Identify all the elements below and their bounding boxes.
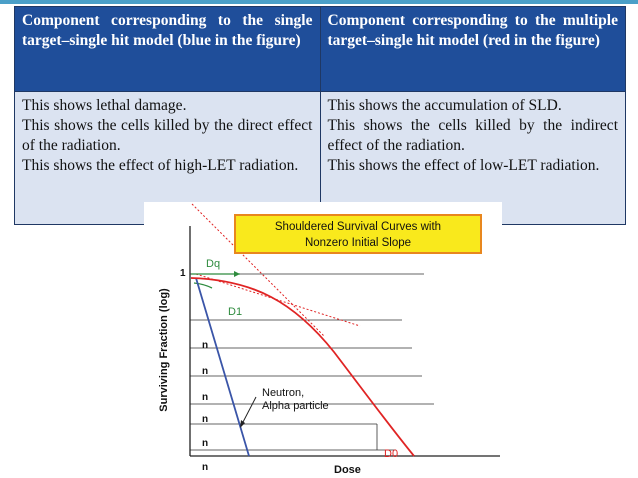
grid-lines [190, 274, 434, 450]
single-target-line: This shows lethal damage. [22, 97, 187, 114]
n-label: n [202, 340, 209, 351]
table-header-row [15, 7, 626, 92]
y-axis-label: Surviving Fraction (log) [158, 288, 170, 412]
figure-title-line: Shouldered Survival Curves with [274, 221, 442, 233]
n-label: n [202, 462, 209, 473]
single-target-line: This shows the effect of high-LET radiation. [22, 157, 299, 174]
neutron-label-line: Alpha particle [262, 400, 329, 412]
header-multiple-target-text: Component corresponding to the multiple target–single hit model (red in the figure) [327, 12, 618, 49]
dq-arrow-head [234, 271, 240, 277]
figure-title-line: Nonzero Initial Slope [304, 237, 412, 249]
y-axis-label-box [156, 286, 172, 414]
multiple-target-line: This shows the accumulation of SLD. [327, 97, 562, 114]
survival-curve-figure [144, 202, 502, 478]
n-label: n [202, 392, 209, 403]
n-label: n [202, 438, 209, 449]
header-multiple-target [320, 7, 626, 92]
header-single-target-text: Component corresponding to the single target–single hit model (blue in the figure) [22, 12, 313, 49]
x-axis-label: Dose [334, 464, 361, 476]
top-accent-bar [0, 0, 638, 4]
neutron-arrow-line [242, 397, 256, 424]
multiple-target-line: This shows the cells killed by the indirect effect of the radiation. [327, 117, 618, 154]
neutron-label-line: Neutron, [262, 387, 305, 399]
dq-label: Dq [206, 258, 221, 270]
multiple-target-line: This shows the effect of low-LET radiation. [327, 157, 600, 174]
low-let-curve [191, 278, 414, 456]
n-label: n [202, 366, 209, 377]
figure-title-box [234, 214, 482, 254]
y-tick-one: 1 [180, 268, 186, 279]
comparison-table [14, 6, 626, 225]
d1-label: D1 [228, 306, 243, 318]
neutron-label [262, 387, 329, 413]
single-target-line: This shows the cells killed by the direct effect of the radiation. [22, 117, 313, 154]
d1-shoulder-mark [194, 283, 212, 288]
d0-label: D0 [384, 448, 399, 460]
n-label: n [202, 414, 209, 425]
header-single-target [15, 7, 321, 92]
